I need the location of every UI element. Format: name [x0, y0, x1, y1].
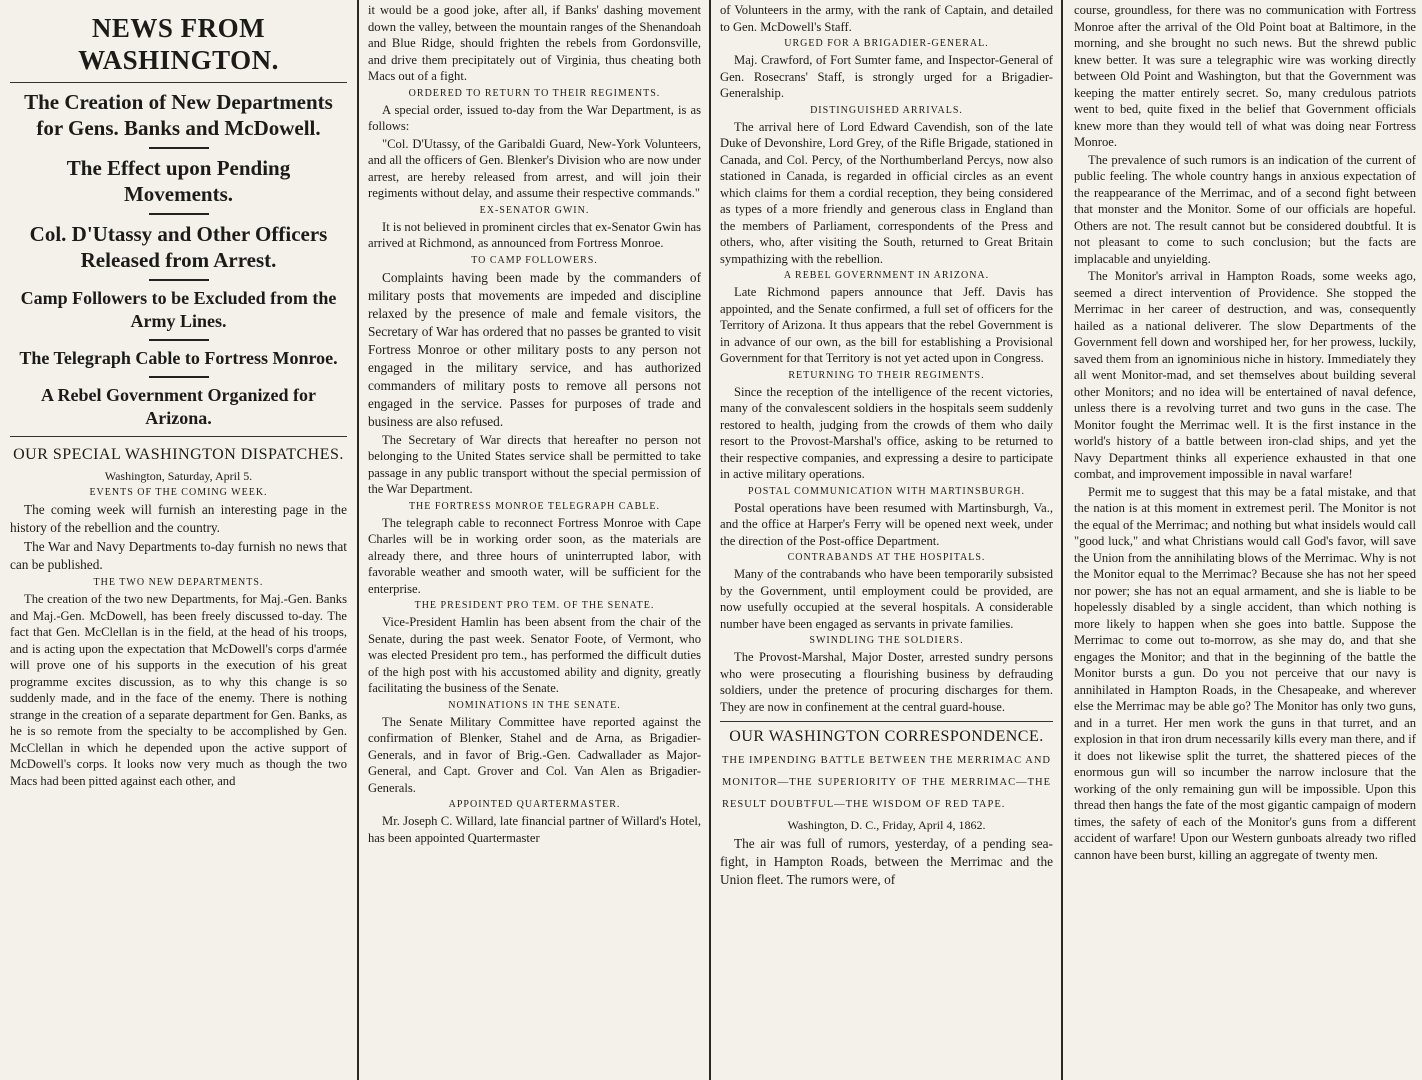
subheading: POSTAL COMMUNICATION WITH MARTINSBURGH.	[747, 485, 1026, 497]
paragraph: Vice-President Hamlin has been absent from the chair of the Senate, during the past week. Senator Foote, of Vermont, who was elected President pro tem., has performed the difficult duties of the high post with his accustomed ability and dignity, greatly facilitating the business of the Senate.	[368, 615, 701, 695]
paragraph: The coming week will furnish an interesting page in the history of the rebellion and the country.	[10, 502, 347, 535]
subheading: TO CAMP FOLLOWERS.	[471, 254, 598, 266]
column-rule	[709, 0, 711, 1080]
paragraph: it would be a good joke, after all, if Banks' dashing movement down the valley, between the mountain ranges of the Shenandoah and Blue Ridge, should frighten the rebels from Gordonsville, and drive them precipitately out of Virginia, thus cheating both Macs out of a fight.	[368, 3, 701, 83]
subheading: THE TWO NEW DEPARTMENTS.	[93, 577, 264, 588]
divider	[149, 279, 209, 281]
deck-headline: Camp Followers to be Excluded from the Army Lines.	[20, 288, 337, 331]
section-headline: OUR SPECIAL WASHINGTON DISPATCHES.	[13, 446, 344, 463]
subheading: A REBEL GOVERNMENT IN ARIZONA.	[783, 270, 990, 281]
paragraph: Late Richmond papers announce that Jeff. Davis has appointed, and the Senate confirmed, a full set of officers for the Territory of Arizona. It thus appears that the rebel Government is in advance of our own, as the bill for establishing a Provisional Government for that Territory is not yet acted upon in Congress.	[720, 285, 1053, 365]
subheading: SWINDLING THE SOLDIERS.	[809, 635, 964, 646]
divider	[720, 721, 1053, 722]
divider	[10, 82, 347, 83]
paragraph: A special order, issued to-day from the War Department, is as follows:	[368, 102, 701, 133]
subheading: EVENTS OF THE COMING WEEK.	[89, 487, 268, 498]
paragraph: The creation of the two new Departments, for Maj.-Gen. Banks and Maj.-Gen. McDowell, has been freely discussed to-day. The fact that Gen. McClellan is in the field, at the head of his troops, and is acting upon the expectation that McDowell's corps d'armée will prove one of his supports in the execution of his great programme excites discussion, as to why this change is so suddenly made, and in the face of the enemy. There is nothing strange in the creation of a separate department for Gen. Banks, as he is so remote from the specialty to be accomplished by Gen. McClellan in which he depended upon the active support of McDowell's corps. It looks now very much as though the two Macs had been pitted against each other, and	[10, 592, 347, 788]
paragraph: Many of the contrabands who have been temporarily subsisted by the Government, until employment could be provided, are now usefully occupied at the several hospitals. A considerable number have been engaged as servants in private families.	[720, 567, 1053, 631]
paragraph: The prevalence of such rumors is an indication of the current of public feeling. The whole country hangs in anxious expectation of the reappearance of the Merrimac, and of a second fight between that monster and the Monitor. Some of our officials are hopeful. Others are not. The result cannot but be considered doubtful. It is not pleasant to come to such conclusion; but the facts are implacable and unyielding.	[1074, 152, 1416, 266]
paragraph: of Volunteers in the army, with the rank of Captain, and detailed to Gen. McDowell's Staff.	[720, 3, 1053, 34]
dateline: Washington, D. C., Friday, April 4, 1862.	[787, 818, 986, 832]
column-3	[714, 0, 1059, 1080]
paragraph: The air was full of rumors, yesterday, of a pending sea-fight, in Hampton Roads, between the Merrimac and the Union fleet. The rumors were, of	[720, 836, 1053, 887]
paragraph: Postal operations have been resumed with Martinsburgh, Va., and the office at Harper's Ferry will be opened next week, under the direction of the Post-office Department.	[720, 500, 1053, 548]
paragraph: The Secretary of War directs that hereafter no person not belonging to the United States service shall be permitted to take passage in any public transport without the special permission of the War Department.	[368, 432, 701, 496]
column-rule	[1061, 0, 1063, 1080]
paragraph: Since the reception of the intelligence of the recent victories, many of the convalescent soldiers in the hospitals seem suddenly restored to health, judging from the crowds of them who daily resort to the Provost-Marshal's office, asking to be returned to their respective companies, and expressing a desire to participate in active military operations.	[720, 384, 1053, 481]
deck-headline: The Creation of New Departments for Gens. Banks and McDowell.	[24, 90, 333, 140]
subheading: EX-SENATOR GWIN.	[479, 204, 590, 216]
deck-headline: Col. D'Utassy and Other Officers Released from Arrest.	[29, 222, 328, 272]
subheading: THE FORTRESS MONROE TELEGRAPH CABLE.	[408, 500, 661, 512]
subheading: CONTRABANDS AT THE HOSPITALS.	[787, 552, 986, 563]
section-headline: OUR WASHINGTON CORRESPONDENCE.	[729, 728, 1044, 745]
divider	[149, 339, 209, 341]
paragraph: The telegraph cable to reconnect Fortress Monroe with Cape Charles will be in working order soon, as the materials are already there, and three hours of uninterrupted labor, with favorable weather and smooth water, will be sufficient for the enterprise.	[368, 515, 701, 596]
subheading: ORDERED TO RETURN TO THEIR REGIMENTS.	[408, 87, 661, 99]
column-4	[1066, 0, 1422, 1080]
deck-headline: A Rebel Government Organized for Arizona.	[41, 385, 316, 428]
subheading: URGED FOR A BRIGADIER-GENERAL.	[784, 38, 989, 49]
divider	[149, 147, 209, 149]
paragraph: "Col. D'Utassy, of the Garibaldi Guard, New-York Volunteers, and all the officers of Gen. Blenker's Division who are now under arrest, are hereby released from arrest, and will join their regiments without delay, and assume their respective commands."	[368, 136, 701, 200]
column-2	[362, 0, 707, 1080]
deck-headline: The Effect upon Pending Movements.	[66, 156, 291, 206]
divider	[10, 436, 347, 437]
paragraph: The War and Navy Departments to-day furnish no news that can be published.	[10, 539, 347, 572]
subheading: RETURNING TO THEIR REGIMENTS.	[788, 369, 985, 381]
paragraph: The Provost-Marshal, Major Doster, arrested sundry persons who were prosecuting a flourishing business by defrauding soldiers, under the pretence of procuring discharges for them. They are now in confinement at the central guard-house.	[720, 650, 1053, 714]
masthead-headline: NEWS FROM WASHINGTON.	[78, 13, 279, 75]
dateline: Washington, Saturday, April 5.	[104, 469, 253, 483]
paragraph: Permit me to suggest that this may be a fatal mistake, and that the nation is at this moment in extremest peril. The Monitor is not the equal of the Merrimac; and nothing but what insidels would call "good luck," and what Christians would call God's favor, will save the Union from the annihilating blows of the Merrimac. Why is not the Monitor equal to the Merrimac? Because she has not her speed nor power; she has not an equal armament, and she is liable to be hopelessly disabled by a single accident, than which nothing is more likely to happen when she goes into battle. Suppose the Merrimac to come out to-morrow, as she may do, and that she engages the Monitor; and that in the beginning of the battle the Monitor bursts a gun. Do you not perceive that our navy is annihilated in Hampton Roads, in the Chesapeake, and wherever else the Merrimac may be able go? The Monitor has only two guns, and in a turret. Her men work the guns in that turret, and an explosion in that iron drum necessarily kills every man there, and if it does not likewise split the turret, the shattered pieces of the enormous gun will so incumber the narrow inclosure that the working of the only remaining gun will be impossible. Upon this thread then hangs the fate of the most gigantic campaign of modern times, the safety of each of the Monitor's guns from a different accident of warfare! Upon our Western gunboats already two rifled cannon have been burst, killing an aggregate of twenty men.	[1074, 484, 1416, 862]
column-rule	[357, 0, 359, 1080]
divider	[149, 213, 209, 215]
section-subheadline: THE IMPENDING BATTLE BETWEEN THE MERRIMAC AND MONITOR—THE SUPERIORITY OF THE MERRIMAC—THE RESULT DOUBTFUL—THE WISDOM OF RED TAPE.	[722, 755, 1051, 810]
paragraph: Maj. Crawford, of Fort Sumter fame, and Inspector-General of Gen. Rosecrans' Staff, is strongly urged for a Brigadier-Generalship.	[720, 53, 1053, 100]
paragraph: The Monitor's arrival in Hampton Roads, some weeks ago, seemed a direct intervention of Providence. She stopped the Merrimac in her career of destruction, and was, consequently hailed as a national deliverer. The slow Departments of the Government fell down and worshiped her, for her prowess, luckily, saved them from an ignominious niche in history. Immediately they all went Monitor-mad, and set themselves about building several other Monitors; and no idea will be entertained of naval defence, unless there is a revolving turret and two guns in the case. The Monitor fought the Merrimac well. It is the first instance in the world's history of a battle between iron-clad ships, and yet the Navy Department thinks all experience exhausted in that one combat, and improvement impossible in naval warfare!	[1074, 269, 1416, 481]
deck-headline: The Telegraph Cable to Fortress Monroe.	[19, 348, 338, 368]
subheading: DISTINGUISHED ARRIVALS.	[810, 104, 963, 116]
paragraph: The arrival here of Lord Edward Cavendish, son of the late Duke of Devonshire, Lord Grey, of the Rifle Brigade, stationed in Canada, and Col. Percy, of the Northumberland Percys, now also stationed in Canada, is regarded in official circles as an event which claims for them a cordial reception, they being considered as types of a more friendly and generous class in England than the members of Parliament, correspondents of the Press and others, who, after visiting the South, returned to Great Britain sympathizing with the rebellion.	[720, 119, 1053, 266]
paragraph: Mr. Joseph C. Willard, late financial partner of Willard's Hotel, has been appointed Quartermaster	[368, 814, 701, 845]
paragraph: course, groundless, for there was no communication with Fortress Monroe after the arrival of the Old Point boat at Baltimore, in the morning, and she brought no such news. But the shrewd public knew better. It was sure a telegraphic wire was working directly between Old Point and Washington, but that the Government was keeping the matter entirely secret. So, many credulous patriots went to bed, quite fixed in the belief that Government officials knew more than they would tell of what was doing near Fortress Monroe.	[1074, 3, 1416, 149]
divider	[149, 376, 209, 378]
paragraph: It is not believed in prominent circles that ex-Senator Gwin has arrived at Richmond, as announced from Fortress Monroe.	[368, 219, 701, 250]
paragraph: Complaints having been made by the commanders of military posts that movements are impeded and discipline relaxed by the presence of male and female visitors, the Secretary of War has ordered that no passes be granted to visit Fortress Monroe or other military posts to any person not engaged in the military service, and has authorized commanders of military posts to remove all persons not engaged in the service. Passes for purposes of trade and business are also refused.	[368, 269, 701, 429]
subheading: NOMINATIONS IN THE SENATE.	[448, 699, 621, 711]
paragraph: The Senate Military Committee have reported against the confirmation of Blenker, Stahel and de Arna, as Brigadier-Generals, and in favor of Brig.-Gen. Cadwallader as Major-General, and Capt. Grover and Col. Van Alen as Brigadier-Generals.	[368, 714, 701, 795]
subheading: THE PRESIDENT PRO TEM. OF THE SENATE.	[414, 600, 655, 611]
column-1	[0, 0, 355, 1080]
subheading: APPOINTED QUARTERMASTER.	[448, 799, 621, 810]
